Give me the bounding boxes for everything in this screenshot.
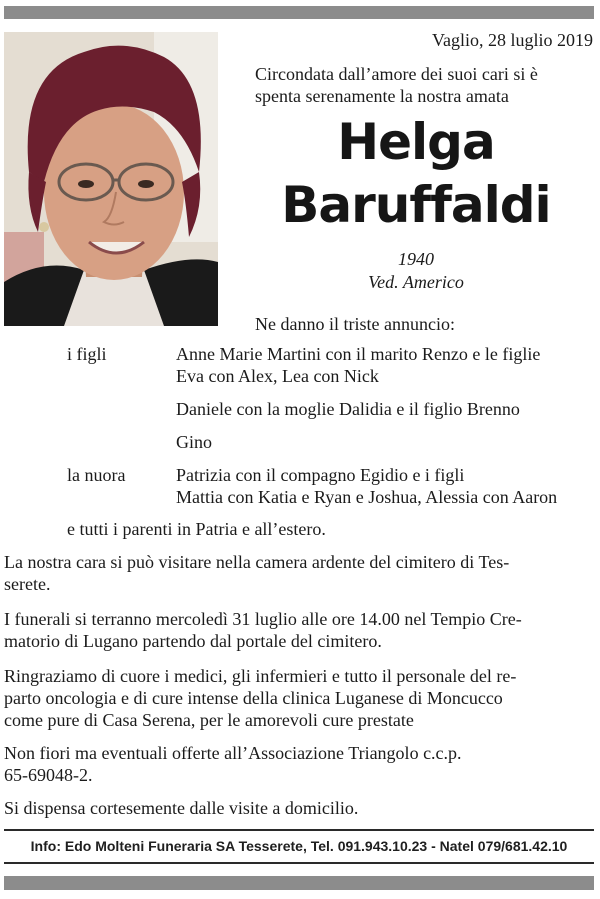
funeral-home-info: Info: Edo Molteni Funeraria SA Tesserete, Tel. 091.943.10.23 - Natel 079/681.42.10 <box>30 838 568 854</box>
family-entry <box>176 464 596 508</box>
family-line: Gino <box>176 432 212 452</box>
family-line: Patrizia con il compagno Egidio e i figli <box>176 465 465 485</box>
birth-year: 1940 <box>398 249 434 269</box>
intro-line: Circondata dall’amore dei suoi cari si è <box>255 64 538 84</box>
bottom-decorative-bar <box>4 876 594 890</box>
family-label-daughter-in-law: la nuora <box>67 465 126 485</box>
paragraph-line: parto oncologia e di cure intense della clinica Luganese di Moncucco <box>4 688 503 708</box>
footer-rule-bottom <box>4 862 594 864</box>
family-line: Anne Marie Martini con il marito Renzo e le figlie <box>176 344 541 364</box>
funeral-paragraph <box>4 608 592 652</box>
family-label-children: i figli <box>67 344 107 364</box>
paragraph-line: matorio di Lugano partendo dal portale del cimitero. <box>4 631 382 651</box>
paragraph-line: La nostra cara si può visitare nella camera ardente del cimitero di Tes- <box>4 552 510 572</box>
announcement-intro: Ne danno il triste annuncio: <box>255 314 455 334</box>
footer-rule-top <box>4 829 594 831</box>
family-line: Eva con Alex, Lea con Nick <box>176 366 379 386</box>
family-entry <box>176 431 596 453</box>
relatives-line: e tutti i parenti in Patria e all’estero. <box>67 519 326 539</box>
family-line: Daniele con la moglie Dalidia e il figlio Brenno <box>176 399 520 419</box>
no-visits-paragraph <box>4 797 592 819</box>
top-decorative-bar <box>4 6 594 19</box>
donations-paragraph <box>4 742 592 786</box>
deceased-last-name: Baruffaldi <box>281 176 551 234</box>
paragraph-line: Non fiori ma eventuali offerte all’Associazione Triangolo c.c.p. <box>4 743 462 763</box>
intro-text <box>255 63 595 107</box>
thanks-paragraph <box>4 665 592 731</box>
paragraph-line: serete. <box>4 574 51 594</box>
intro-line: spenta serenamente la nostra amata <box>255 86 509 106</box>
paragraph-line: come pure di Casa Serena, per le amorevoli cure prestate <box>4 710 414 730</box>
paragraph-line: 65-69048-2. <box>4 765 93 785</box>
portrait-photo <box>4 32 218 326</box>
deceased-first-name: Helga <box>337 113 495 171</box>
widow-of: Ved. Americo <box>368 272 464 292</box>
paragraph-line: Ringraziamo di cuore i medici, gli infermieri e tutto il personale del re- <box>4 666 517 686</box>
family-line: Mattia con Katia e Ryan e Joshua, Alessia con Aaron <box>176 487 558 507</box>
paragraph-line: Si dispensa cortesemente dalle visite a domicilio. <box>4 798 359 818</box>
family-entry <box>176 398 596 420</box>
date-line: Vaglio, 28 luglio 2019 <box>432 30 593 50</box>
visitation-paragraph <box>4 551 592 595</box>
paragraph-line: I funerali si terranno mercoledì 31 luglio alle ore 14.00 nel Tempio Cre- <box>4 609 522 629</box>
family-entry <box>176 343 596 387</box>
